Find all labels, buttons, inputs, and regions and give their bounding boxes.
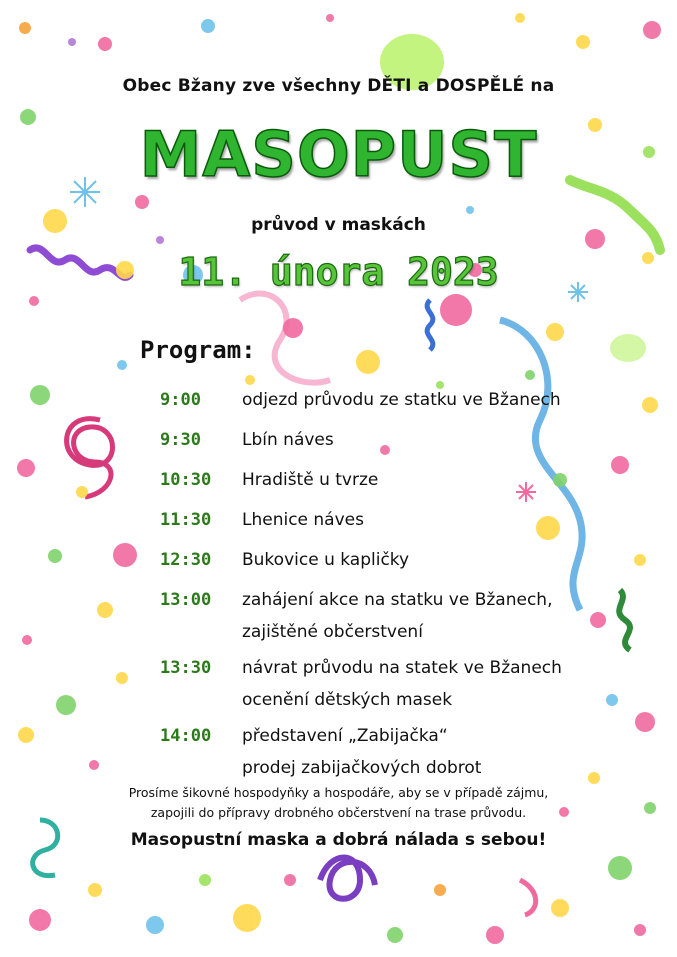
program-desc-line2: prodej zabijačkových dobrot [242,758,482,778]
program-desc: Bukovice u kapličky [242,550,410,570]
page-title: MASOPUST [139,118,538,191]
program-time: 9:30 [160,430,201,450]
program-time: 13:30 [160,658,212,678]
program-time: 14:00 [160,726,212,746]
program-desc: zahájení akce na statku ve Bžanech, [242,590,553,610]
closing-line: Masopustní maska a dobrá nálada s sebou! [130,830,547,850]
subtitle: průvod v maskách [251,215,426,235]
event-date: 11. února 2023 [178,250,499,294]
program-label: Program: [140,336,256,364]
program-desc: návrat průvodu na statek ve Bžanech [242,658,562,678]
program-time: 13:00 [160,590,212,610]
program-desc: Lhenice náves [242,510,364,530]
note-line: zapojili do přípravy drobného občerstvení na trase průvodu. [150,805,527,820]
program-desc-line2: ocenění dětských masek [242,690,453,710]
program-desc: odjezd průvodu ze statku ve Bžanech [242,390,561,410]
program-desc: Lbín náves [242,430,334,450]
program-time: 9:00 [160,390,201,410]
program-desc: představení „Zabijačka“ [242,726,448,746]
program-desc-line2: zajištěné občerstvení [242,622,423,642]
program-desc: Hradiště u tvrze [242,470,379,490]
note-line: Prosíme šikovné hospodyňky a hospodáře, aby se v případě zájmu, [128,785,549,800]
program-time: 10:30 [160,470,212,490]
invite-line: Obec Bžany zve všechny DĚTI a DOSPĚLÉ na [122,76,555,96]
program-time: 11:30 [160,510,212,530]
program-time: 12:30 [160,550,212,570]
